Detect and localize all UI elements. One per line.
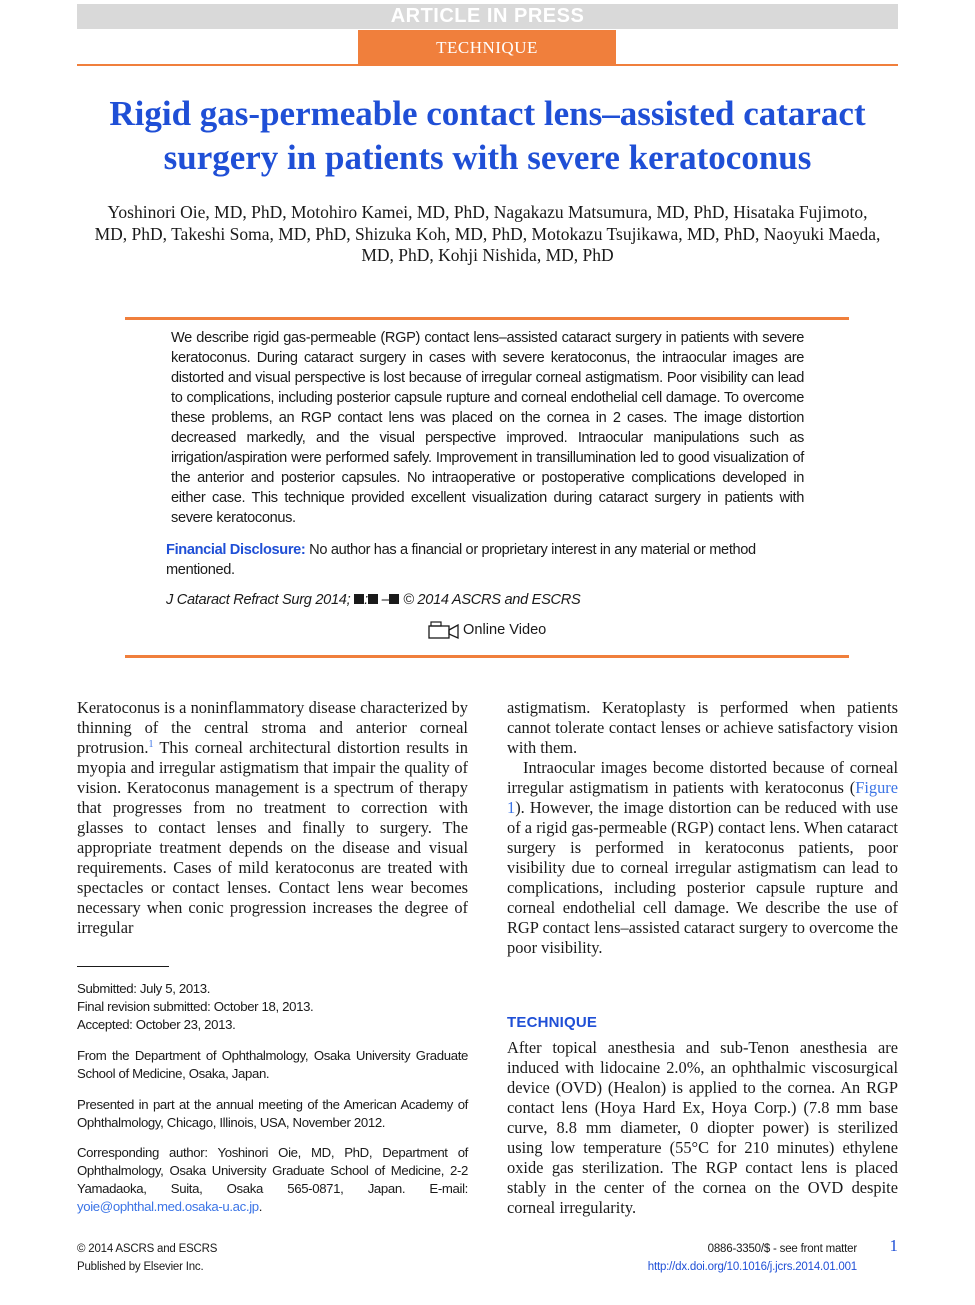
placeholder-box-icon	[368, 594, 378, 604]
intro-paragraph	[77, 698, 468, 938]
online-video-label: Online Video	[463, 622, 547, 638]
accepted-date: Accepted: October 23, 2013.	[77, 1017, 236, 1032]
abstract-bottom-rule	[125, 655, 849, 658]
corresponding-text: Corresponding author: Yoshinori Oie, MD, PhD, Department of Ophthalmology, Osaka University Graduate School of Medicine, 2-2 Yamadaoka, Suita, Osaka 565-0871, Japan. E-mail:	[77, 1145, 468, 1196]
footer-issn: 0886-3350/$ - see front matter	[707, 1243, 857, 1255]
header-rule	[77, 64, 898, 66]
technique-paragraph: After topical anesthesia and sub-Tenon anesthesia are induced with lidocaine 2.0%, an ophthalmic viscosurgical device (OVD) (Healon) is applied to the cornea. An RGP contact lens (Hoya Hard Ex, Hoya Corp.) (7.8 mm base curve, 8.8 mm diameter, 0 diopter power) is sterilized using low temperature (55°C for 210 minutes) ethylene oxide gas sterilization. The RGP contact lens is placed stably in the center of the cornea on the OVD despite corneal irregularity.	[507, 1038, 898, 1217]
placeholder-box-icon	[389, 594, 399, 604]
email-link[interactable]: yoie@ophthal.med.osaka-u.ac.jp	[77, 1199, 259, 1214]
corresponding-end: .	[258, 1199, 263, 1214]
article-in-press-banner: ARTICLE IN PRESS	[77, 4, 898, 29]
figure-1-link[interactable]: Figure 1	[507, 778, 898, 817]
article-title: Rigid gas-permeable contact lens–assisted cataract surgery in patients with severe keratoconus	[109, 94, 866, 177]
right-p2-text-continued: ). However, the image distortion can be reduced with use of a rigid gas-permeable (RGP) contact lens. When cataract surgery is performed in keratoconus patients, poor visibility due to corneal irregular astigmatism can lead to complications, including posterior capsule rupture and corneal endothelial cell damage. We describe the use of RGP contact lens–assisted cataract surgery to overcome the poor visibility.	[507, 798, 898, 957]
video-camera-icon	[428, 621, 460, 639]
right-paragraph-1: astigmatism. Keratoplasty is performed when patients cannot tolerate contact lenses or achieve satisfactory vision with them.	[507, 698, 898, 757]
disclosure-label: Financial Disclosure:	[166, 542, 306, 558]
citation-colon: :	[364, 592, 368, 608]
technique-section	[507, 1038, 898, 1218]
doi-link[interactable]: http://dx.doi.org/10.1016/j.jcrs.2014.01.001	[647, 1261, 857, 1273]
footnote-rule	[77, 966, 169, 967]
citation-journal: J Cataract Refract Surg 2014;	[166, 592, 355, 608]
citation-dash: –	[381, 592, 390, 608]
abstract-top-rule	[125, 317, 849, 320]
abstract-text: We describe rigid gas-permeable (RGP) contact lens–assisted cataract surgery in patients with severe keratoconus. During cataract surgery in cases with severe keratoconus, the intraocular images are distorted and visual perspective is lost because of irregular corneal astigmatism. Poor visibility can lead to complications, including posterior capsule rupture and corneal endothelial cell damage. To overcome these problems, an RGP contact lens was placed on the cornea in 2 cases. The image distortion decreased markedly, and the visual perspective improved. Intraocular manipulations such as irrigation/aspiration were performed safely. Improvement in transillumination led to good visualization of the anterior and posterior capsules. No intraoperative or postoperative complications developed in either case. This technique provided excellent visualization during cataract surgery in patients with severe keratoconus.	[171, 330, 804, 526]
journal-citation	[166, 590, 766, 610]
citation-copyright: © 2014 ASCRS and ESCRS	[399, 592, 581, 608]
section-tab-technique: TECHNIQUE	[358, 30, 616, 64]
disclosure-text: No author has a financial or proprietary interest in any material or method mentioned.	[166, 542, 756, 578]
footnote-corresponding-author	[77, 1144, 468, 1216]
footer-publisher: Published by Elsevier Inc.	[77, 1261, 204, 1273]
financial-disclosure	[166, 540, 808, 580]
online-video-link[interactable]	[428, 620, 546, 640]
intro-text: Keratoconus is a noninflammatory disease characterized by thinning of the central stroma and anterior corneal protrusion.	[77, 698, 468, 757]
right-paragraph-2	[507, 758, 898, 958]
technique-heading: TECHNIQUE	[507, 1014, 598, 1031]
body-column-left	[77, 698, 468, 938]
submitted-date: Submitted: July 5, 2013.	[77, 981, 211, 996]
page-number: 1	[889, 1236, 898, 1255]
intro-text-continued: This corneal architectural distortion results in myopia and irregular astigmatism that impair the quality of vision. Keratoconus management is a spectrum of therapy that progresses from no treatment to correction with glasses to contact lenses and finally to surgery. The appropriate treatment depends on the disease and visual requirements. Cases of mild keratoconus are treated with spectacles or contact lenses. Contact lens wear becomes necessary when conic progression increases the degree of irregular	[77, 738, 468, 937]
footnote-dates	[77, 980, 468, 1034]
body-column-right	[507, 698, 898, 958]
reference-1-link[interactable]: 1	[148, 739, 154, 750]
footnote-department: From the Department of Ophthalmology, Osaka University Graduate School of Medicine, Osaka, Japan.	[77, 1048, 468, 1081]
revision-date: Final revision submitted: October 18, 2013.	[77, 999, 314, 1014]
footnote-presented: Presented in part at the annual meeting of the American Academy of Ophthalmology, Chicago, Illinois, USA, November 2012.	[77, 1097, 468, 1130]
right-p2-text: Intraocular images become distorted because of corneal irregular astigmatism in patients with keratoconus (	[507, 758, 898, 797]
author-list: Yoshinori Oie, MD, PhD, Motohiro Kamei, MD, PhD, Nagakazu Matsumura, MD, PhD, Hisataka Fujimoto, MD, PhD, Takeshi Soma, MD, PhD, Shizuka Koh, MD, PhD, Motokazu Tsujikawa, MD, PhD, Naoyuki Maeda, MD, PhD, Kohji Nishida, MD, PhD	[94, 202, 881, 265]
footer-copyright: © 2014 ASCRS and ESCRS	[77, 1243, 218, 1255]
placeholder-box-icon	[354, 594, 364, 604]
